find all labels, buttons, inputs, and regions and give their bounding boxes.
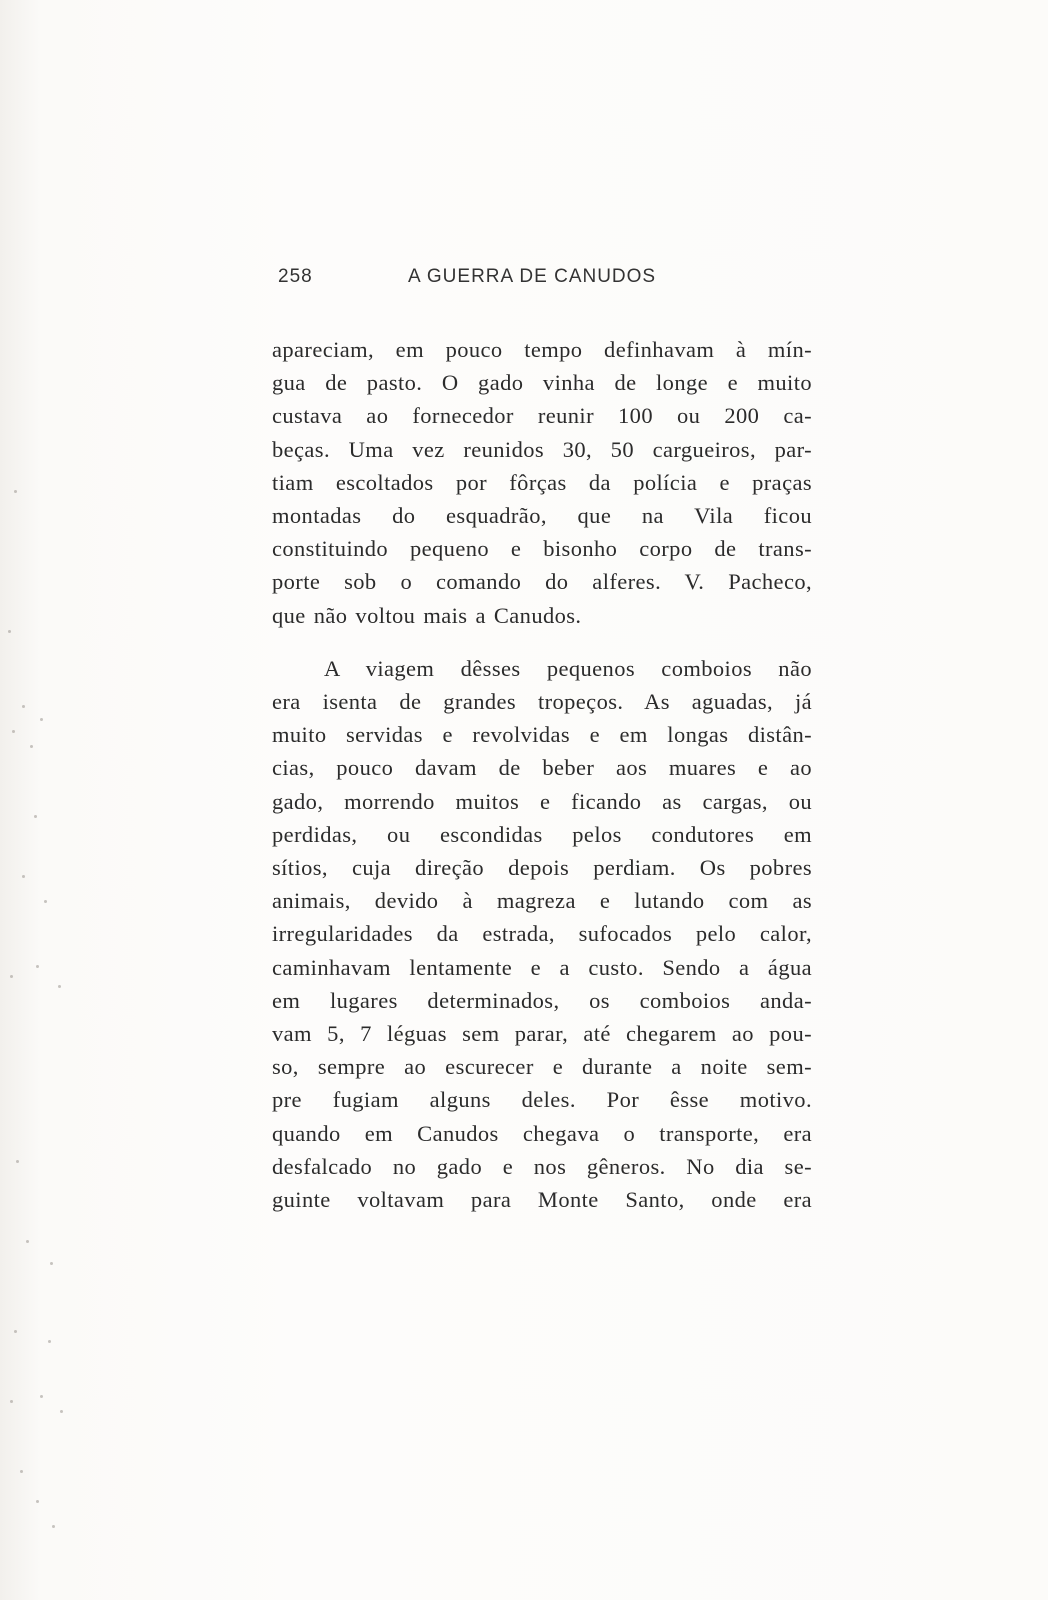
paragraph-2	[272, 652, 812, 1216]
paragraph-1	[272, 333, 812, 632]
text-line: porte sob o comando do alferes. V. Pacheco,	[272, 569, 812, 595]
text-line: beças. Uma vez reunidos 30, 50 cargueiros, par-	[272, 436, 812, 462]
text-line: A viagem dêsses pequenos comboios não	[324, 655, 812, 681]
text-line: tiam escoltados por fôrças da polícia e praças	[272, 469, 812, 495]
text-line: custava ao fornecedor reunir 100 ou 200 ca-	[272, 403, 812, 429]
text-line: sítios, cuja direção depois perdiam. Os pobres	[272, 855, 812, 881]
text-line: cias, pouco davam de beber aos muares e ao	[272, 755, 812, 781]
text-line: so, sempre ao escurecer e durante a noite sem-	[272, 1054, 812, 1080]
text-line: desfalcado no gado e nos gêneros. No dia se-	[272, 1153, 812, 1179]
text-line: pre fugiam alguns deles. Por êsse motivo.	[272, 1087, 812, 1113]
text-line: quando em Canudos chegava o transporte, era	[272, 1120, 812, 1146]
running-head	[278, 266, 798, 296]
text-line: perdidas, ou escondidas pelos condutores em	[272, 821, 812, 847]
text-line: caminhavam lentamente e a custo. Sendo a água	[272, 954, 812, 980]
text-line: vam 5, 7 léguas sem parar, até chegarem ao pou-	[272, 1021, 812, 1047]
text-line: gua de pasto. O gado vinha de longe e muito	[272, 370, 812, 396]
text-line: que não voltou mais a Canudos.	[272, 602, 582, 628]
running-title: A GUERRA DE CANUDOS	[408, 266, 657, 287]
text-line: em lugares determinados, os comboios anda-	[272, 987, 812, 1013]
text-line: muito servidas e revolvidas e em longas distân-	[272, 722, 812, 748]
text-line: guinte voltavam para Monte Santo, onde era	[272, 1187, 812, 1213]
text-line: era isenta de grandes tropeços. As aguadas, já	[272, 689, 812, 715]
text-line: gado, morrendo muitos e ficando as cargas, ou	[272, 788, 812, 814]
body-text	[272, 333, 812, 1216]
text-line: constituindo pequeno e bisonho corpo de trans-	[272, 536, 812, 562]
text-line: irregularidades da estrada, sufocados pelo calor,	[272, 921, 812, 947]
text-line: montadas do esquadrão, que na Vila ficou	[272, 503, 812, 529]
text-line: animais, devido à magreza e lutando com as	[272, 888, 812, 914]
page-number: 258	[278, 266, 313, 287]
text-line: apareciam, em pouco tempo definhavam à mín-	[272, 337, 812, 362]
